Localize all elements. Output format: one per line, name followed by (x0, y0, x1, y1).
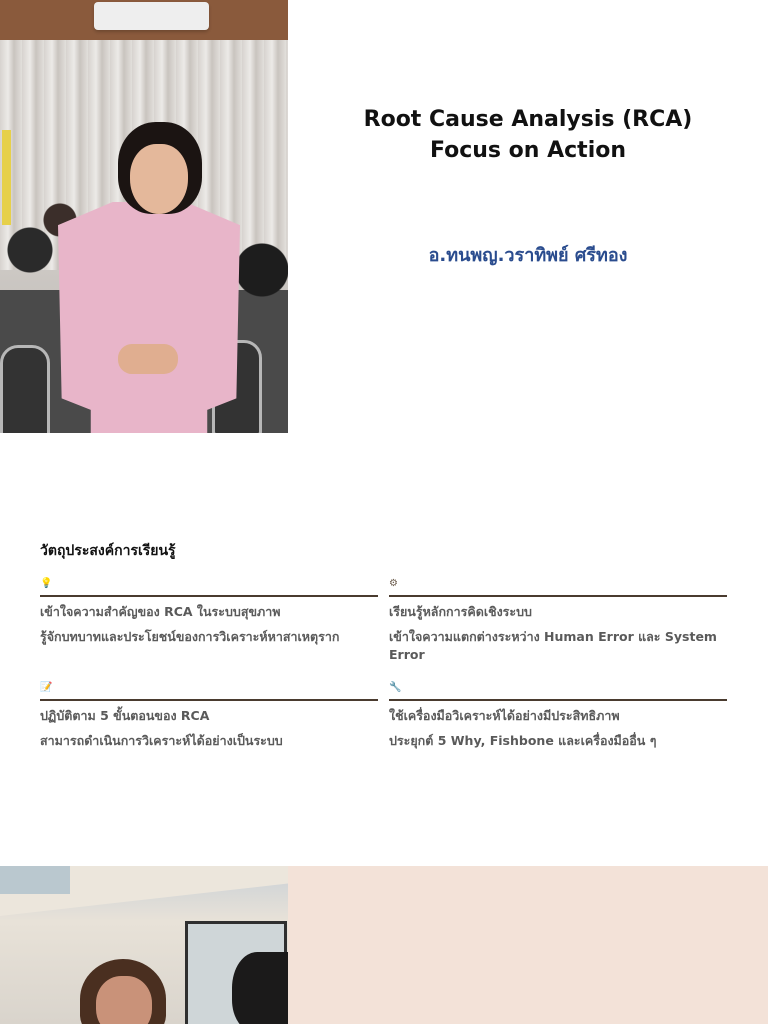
page-title (288, 104, 768, 166)
divider (40, 699, 378, 701)
objective-title: เข้าใจความสำคัญของ RCA ในระบบสุขภาพ (40, 604, 281, 619)
learning-objectives (40, 540, 728, 748)
objective-description: สามารถดำเนินการวิเคราะห์ได้อย่างเป็นระบบ (40, 733, 283, 748)
bottom-panel (288, 866, 768, 1024)
divider (389, 699, 727, 701)
bottom-section (0, 866, 768, 1024)
air-conditioner (94, 2, 209, 30)
divider (40, 595, 378, 597)
objective-title: เรียนรู้หลักการคิดเชิงระบบ (389, 604, 532, 619)
divider (389, 595, 727, 597)
title-line-2: Focus on Action (429, 138, 627, 163)
author-name: อ.ทนพญ.วราทิพย์ ศรีทอง (428, 245, 628, 266)
document-edit-icon: 📝 (40, 682, 53, 693)
meeting-photo (0, 866, 288, 1024)
objective-description: รู้จักบทบาทและประโยชน์ของการวิเคราะห์หาสาเหตุราก (40, 629, 340, 644)
objective-description: ประยุกต์ 5 Why, Fishbone และเครื่องมืออื่น ๆ (389, 733, 657, 748)
section-heading: วัตถุประสงค์การเรียนรู้ (40, 543, 176, 559)
person-gear-icon: ⚙ (389, 578, 398, 589)
tools-icon: 🔧 (389, 682, 402, 693)
title-line-1: Root Cause Analysis (RCA) (363, 107, 693, 132)
speaker-photo (0, 0, 288, 433)
objective-title: ใช้เครื่องมือวิเคราะห์ได้อย่างมีประสิทธิภาพ (389, 708, 620, 723)
objective-title: ปฏิบัติตาม 5 ขั้นตอนของ RCA (40, 708, 210, 723)
speaker-figure (58, 122, 240, 433)
lightbulb-icon: 💡 (40, 578, 53, 589)
hero-text (288, 0, 768, 433)
objective-description: เข้าใจความแตกต่างระหว่าง Human Error และ System Error (389, 629, 717, 662)
hero-section (0, 0, 768, 433)
